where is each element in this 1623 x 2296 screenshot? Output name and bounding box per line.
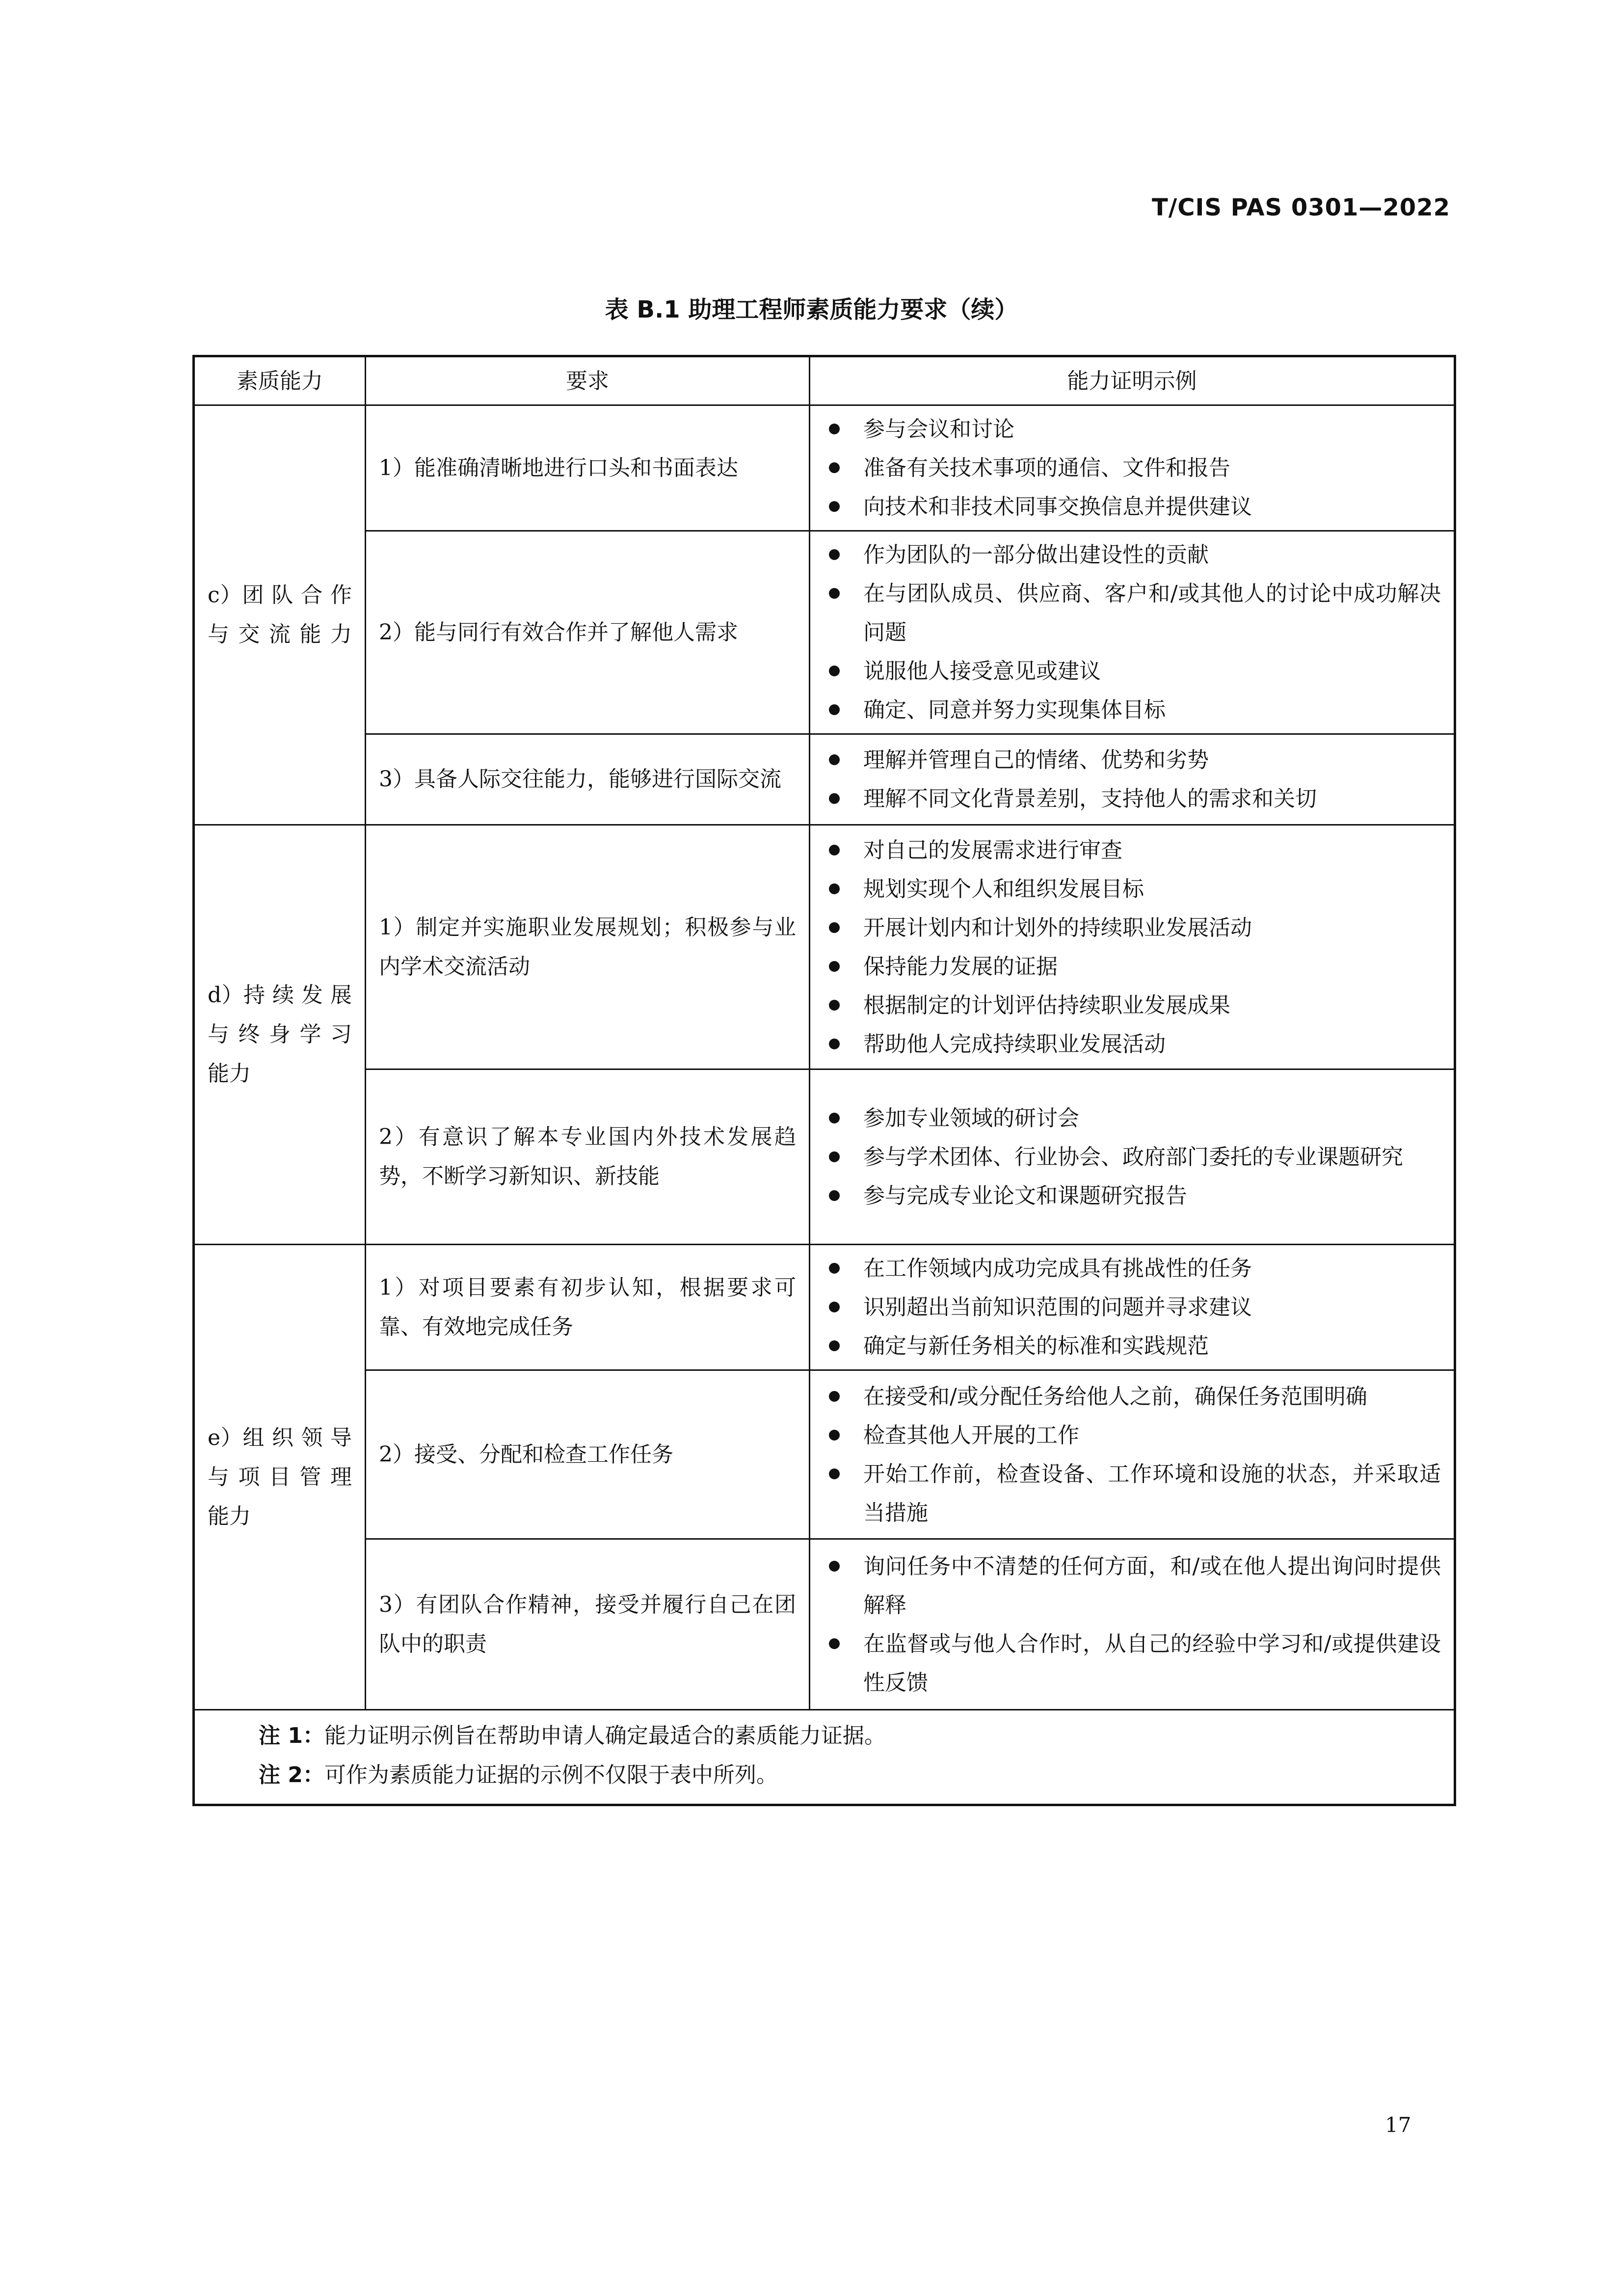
table-row [194, 1370, 1455, 1539]
evidence-cell [810, 405, 1455, 531]
evidence-item: 在与团队成员、供应商、客户和/或其他人的讨论中成功解决问题 [823, 574, 1441, 652]
requirement-cell: 2）接受、分配和检查工作任务 [366, 1370, 810, 1539]
requirement-cell: 1）能准确清晰地进行口头和书面表达 [366, 405, 810, 531]
requirement-cell: 1）对项目要素有初步认知，根据要求可靠、有效地完成任务 [366, 1245, 810, 1370]
evidence-item: 在工作领域内成功完成具有挑战性的任务 [823, 1249, 1441, 1288]
note-text: 能力证明示例旨在帮助申请人确定最适合的素质能力证据。 [324, 1723, 886, 1748]
evidence-item: 在接受和/或分配任务给他人之前，确保任务范围明确 [823, 1377, 1441, 1416]
category-line: 与 终 身 学 习 [208, 1022, 352, 1047]
notes-row [194, 1710, 1455, 1805]
column-header-competency: 素质能力 [194, 356, 366, 405]
table-row [194, 825, 1455, 1069]
category-line: 能力 [208, 1503, 251, 1529]
category-line: 与交流能力 [208, 622, 352, 647]
requirement-cell: 1）制定并实施职业发展规划；积极参与业内学术交流活动 [366, 825, 810, 1069]
table-header-row [194, 356, 1455, 405]
note-text: 可作为素质能力证据的示例不仅限于表中所列。 [324, 1762, 778, 1788]
category-cell [194, 1245, 366, 1710]
evidence-item: 理解不同文化背景差别，支持他人的需求和关切 [823, 779, 1441, 818]
evidence-item: 准备有关技术事项的通信、文件和报告 [823, 449, 1441, 487]
page-number: 17 [1385, 2113, 1411, 2137]
evidence-item: 参加专业领域的研讨会 [823, 1099, 1441, 1138]
evidence-item: 参与完成专业论文和课题研究报告 [823, 1176, 1441, 1215]
category-line: e）组 织 领 导 [208, 1425, 352, 1450]
category-line: c）团 队 合 作 [208, 583, 352, 608]
column-header-requirement: 要求 [366, 356, 810, 405]
category-line: d）持 续 发 展 [208, 983, 352, 1008]
evidence-item: 说服他人接受意见或建议 [823, 652, 1441, 691]
evidence-item: 作为团队的一部分做出建设性的贡献 [823, 535, 1441, 574]
evidence-item: 对自己的发展需求进行审查 [823, 831, 1441, 870]
evidence-cell [810, 1370, 1455, 1539]
evidence-item: 确定、同意并努力实现集体目标 [823, 691, 1441, 729]
category-cell [194, 405, 366, 825]
evidence-item: 询问任务中不清楚的任何方面，和/或在他人提出询问时提供解释 [823, 1547, 1441, 1625]
note-label: 注 2： [259, 1762, 324, 1788]
requirement-cell: 2）有意识了解本专业国内外技术发展趋势，不断学习新知识、新技能 [366, 1069, 810, 1245]
evidence-cell [810, 825, 1455, 1069]
evidence-item: 开展计划内和计划外的持续职业发展活动 [823, 908, 1441, 947]
evidence-item: 规划实现个人和组织发展目标 [823, 870, 1441, 908]
category-line: 与 项 目 管 理 [208, 1464, 352, 1490]
evidence-cell [810, 1245, 1455, 1370]
table-row [194, 1539, 1455, 1710]
evidence-item: 理解并管理自己的情绪、优势和劣势 [823, 741, 1441, 779]
evidence-cell [810, 531, 1455, 734]
evidence-item: 识别超出当前知识范围的问题并寻求建议 [823, 1288, 1441, 1327]
requirement-cell: 3）具备人际交往能力，能够进行国际交流 [366, 734, 810, 825]
evidence-item: 确定与新任务相关的标准和实践规范 [823, 1327, 1441, 1365]
requirement-cell: 2）能与同行有效合作并了解他人需求 [366, 531, 810, 734]
table-row [194, 405, 1455, 531]
evidence-item: 向技术和非技术同事交换信息并提供建议 [823, 487, 1441, 526]
competency-table [192, 355, 1456, 1806]
table-row [194, 1245, 1455, 1370]
table-title: 表 B.1 助理工程师素质能力要求（续） [605, 296, 1018, 323]
evidence-item: 开始工作前，检查设备、工作环境和设施的状态，并采取适当措施 [823, 1455, 1441, 1532]
column-header-evidence: 能力证明示例 [810, 356, 1455, 405]
evidence-cell [810, 1069, 1455, 1245]
evidence-item: 帮助他人完成持续职业发展活动 [823, 1025, 1441, 1064]
evidence-item: 根据制定的计划评估持续职业发展成果 [823, 986, 1441, 1025]
evidence-cell [810, 1539, 1455, 1710]
table-row [194, 1069, 1455, 1245]
note-label: 注 1： [259, 1723, 324, 1748]
category-line: 能力 [208, 1061, 251, 1086]
note-1 [259, 1716, 1441, 1756]
note-2 [259, 1756, 1441, 1795]
table-row [194, 734, 1455, 825]
evidence-item: 在监督或与他人合作时，从自己的经验中学习和/或提供建设性反馈 [823, 1625, 1441, 1702]
document-code: T/CIS PAS 0301—2022 [1151, 194, 1450, 221]
evidence-item: 检查其他人开展的工作 [823, 1416, 1441, 1455]
evidence-item: 保持能力发展的证据 [823, 947, 1441, 986]
category-cell [194, 825, 366, 1245]
evidence-item: 参与学术团体、行业协会、政府部门委托的专业课题研究 [823, 1138, 1441, 1176]
evidence-cell [810, 734, 1455, 825]
table-row [194, 531, 1455, 734]
notes-cell [194, 1710, 1455, 1805]
evidence-item: 参与会议和讨论 [823, 410, 1441, 449]
requirement-cell: 3）有团队合作精神，接受并履行自己在团队中的职责 [366, 1539, 810, 1710]
